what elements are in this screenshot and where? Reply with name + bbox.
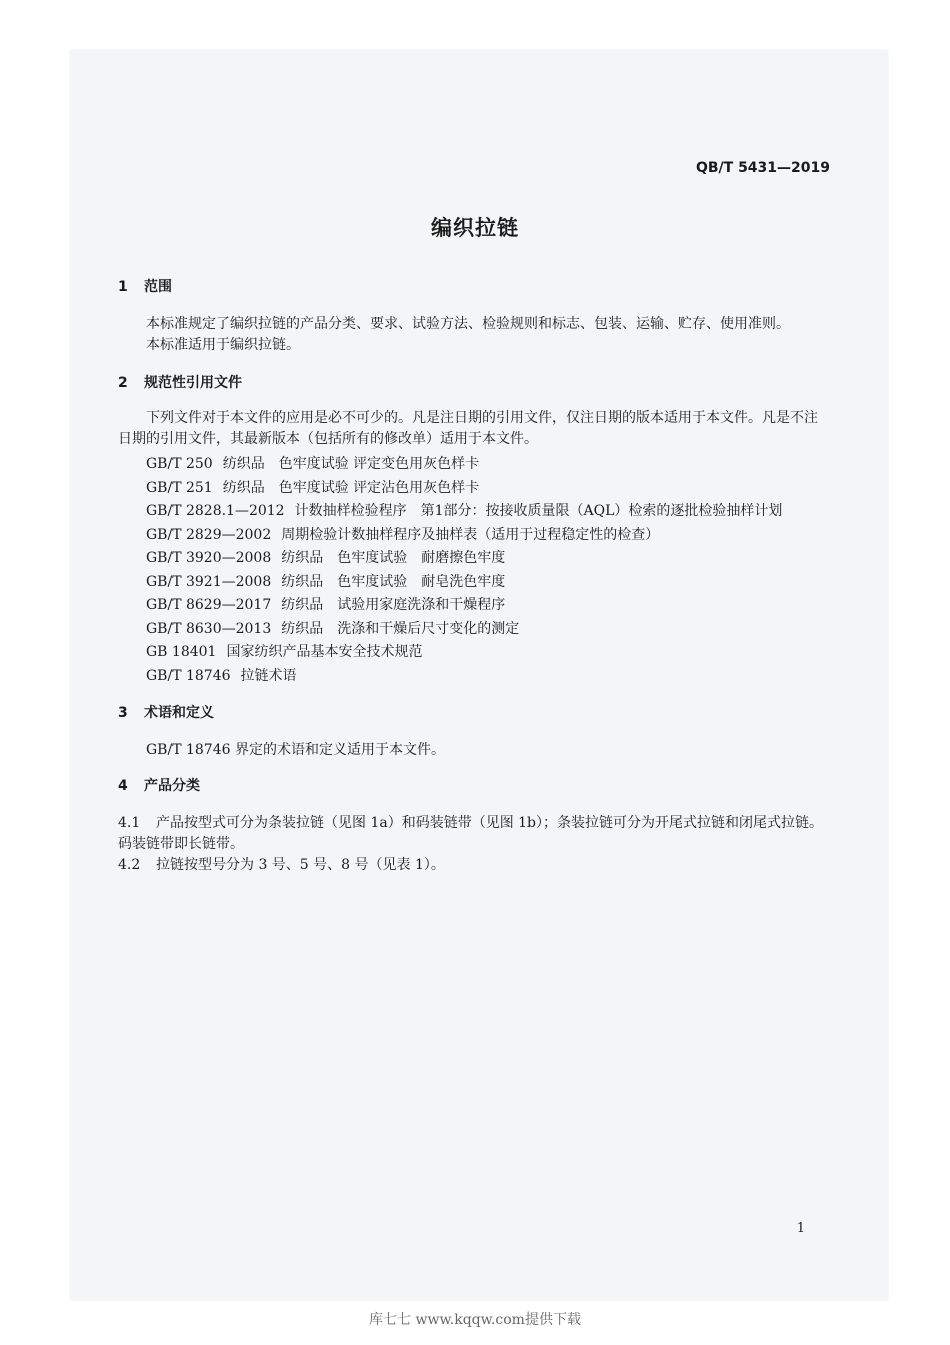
reference-item: [118, 571, 830, 595]
reference-code: GB 18401: [146, 644, 217, 660]
reference-item: [118, 641, 830, 665]
clause-item: [118, 855, 830, 876]
section-number: 3: [118, 705, 128, 721]
reference-title: 纺织品 色牢度试验 评定沾色用灰色样卡: [222, 479, 480, 496]
paragraph: 本标准规定了编织拉链的产品分类、要求、试验方法、检验规则和标志、包装、运输、贮存、使用准则。: [146, 316, 790, 332]
section-title: 产品分类: [144, 778, 200, 794]
clause-item: [118, 813, 830, 855]
reference-title: 国家纺织产品基本安全技术规范: [226, 644, 423, 660]
reference-code: GB/T 3920—2008: [146, 550, 272, 566]
reference-title: 纺织品 试验用家庭洗涤和干燥程序: [281, 597, 506, 613]
reference-code: GB/T 250: [146, 456, 213, 472]
section-heading-4: [118, 775, 830, 797]
section-number: 4: [118, 778, 128, 794]
section-heading-3: [118, 702, 830, 724]
clause-number: 4.1: [118, 815, 141, 831]
reference-title: 纺织品 色牢度试验 耐皂洗色牢度: [281, 573, 506, 590]
paragraph: 下列文件对于本文件的应用是必不可少的。凡是注日期的引用文件，仅注日期的版本适用于本文件。凡是不注日期的引用文件，其最新版本（包括所有的修改单）适用于本文件。: [118, 410, 818, 447]
reference-title: 周期检验计数抽样程序及抽样表（适用于过程稳定性的检查）: [281, 526, 660, 543]
document-number: QB/T 5431—2019: [695, 160, 830, 176]
section-number: 2: [118, 375, 128, 391]
reference-item: [118, 665, 830, 689]
reference-title: 计数抽样检验程序 第1部分：按接收质量限（AQL）检索的逐批检验抽样计划: [294, 503, 783, 519]
clause-text: 产品按型式可分为条装拉链（见图 1a）和码装链带（见图 1b）；条装拉链可分为开尾式拉链和闭尾式拉链。码装链带即长链带。: [118, 815, 824, 852]
section-title: 范围: [144, 279, 172, 295]
document-body: [118, 276, 830, 876]
section-title: 术语和定义: [144, 705, 214, 721]
reference-list: [118, 453, 830, 688]
reference-code: GB/T 8629—2017: [146, 597, 272, 613]
reference-code: GB/T 2828.1—2012: [146, 503, 285, 519]
reference-title: 纺织品 色牢度试验 评定变色用灰色样卡: [222, 456, 480, 472]
reference-code: GB/T 8630—2013: [146, 620, 272, 637]
reference-item: [118, 618, 830, 642]
reference-code: GB/T 2829—2002: [146, 526, 272, 543]
reference-item: [118, 500, 830, 524]
reference-title: 拉链术语: [240, 667, 297, 684]
reference-item: [118, 524, 830, 548]
clause-text: 拉链按型号分为 3 号、5 号、8 号（见表 1）。: [156, 857, 445, 873]
document-title: 编织拉链: [431, 216, 519, 240]
reference-item: [118, 477, 830, 501]
reference-title: 纺织品 洗涤和干燥后尺寸变化的测定: [281, 620, 520, 637]
download-watermark: 库七七 www.kqqw.com提供下载: [369, 1312, 581, 1328]
paragraph: GB/T 18746 界定的术语和定义适用于本文件。: [146, 742, 445, 758]
clause-number: 4.2: [118, 857, 141, 873]
reference-title: 纺织品 色牢度试验 耐磨擦色牢度: [281, 550, 506, 566]
section-title: 规范性引用文件: [144, 375, 242, 391]
reference-item: [118, 547, 830, 571]
section-heading-1: [118, 276, 830, 298]
section-heading-2: [118, 372, 830, 394]
reference-item: [118, 453, 830, 477]
reference-code: GB/T 251: [146, 479, 213, 496]
section-number: 1: [118, 279, 128, 295]
paragraph: 本标准适用于编织拉链。: [146, 337, 300, 353]
reference-item: [118, 594, 830, 618]
reference-code: GB/T 18746: [146, 667, 231, 684]
reference-code: GB/T 3921—2008: [146, 573, 272, 590]
page-number: 1: [796, 1221, 805, 1236]
